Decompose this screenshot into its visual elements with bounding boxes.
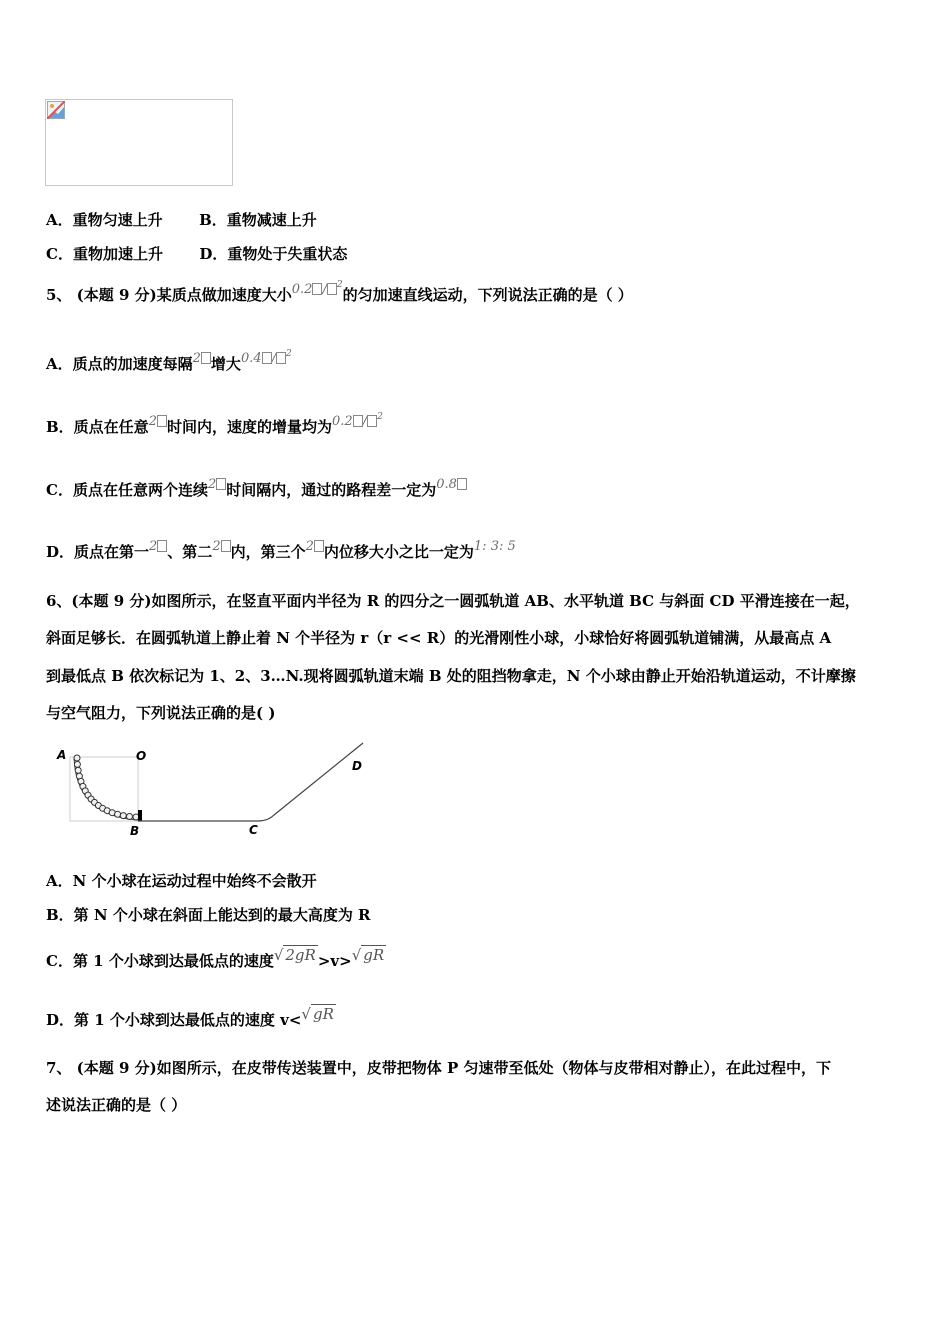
q5-d-time2 (212, 539, 230, 554)
q5-b-mid: 时间内，速度的增量均为 (166, 418, 332, 436)
q6-stem-line-3: 到最低点 B 依次标记为 1、2、3…N.现将圆弧轨道末端 B 处的阻挡物拿走，N 个小球由静止开始沿轨道运动，不计摩擦 (46, 667, 856, 685)
q4-option-c: C．重物加速上升 (46, 245, 163, 263)
q4-option-d: D．重物处于失重状态 (199, 245, 348, 263)
q6-label-c: C (249, 823, 258, 837)
q5-c-value: 0.8 (436, 477, 457, 492)
q6-ball (115, 811, 121, 817)
q6-stopper (138, 810, 142, 821)
q6-balls (74, 755, 139, 820)
q6-d-sqrt-gr: √ gR (301, 1005, 334, 1023)
q5-d-time1 (149, 539, 167, 554)
q6-ball (120, 813, 126, 819)
q5-b-value: 0.2 (331, 414, 353, 429)
q6-option-d (46, 1005, 336, 1030)
q5-c-t: 2 (207, 477, 217, 492)
q5-a-value: 0.4 (240, 351, 262, 366)
q6-label-d: D (352, 759, 362, 773)
broken-image (45, 99, 233, 186)
q4-option-b: B．重物减速上升 (199, 211, 317, 229)
q5-d-mid1: 、第二 (167, 543, 213, 561)
q6-c-rad2: gR (363, 946, 385, 964)
q6-ball (74, 755, 80, 761)
q5-option-b (46, 412, 383, 440)
q5-a-time (193, 351, 211, 366)
q5-d-ratio: 1: 3: 5 (473, 539, 516, 554)
q6-d-prefix: D．第 1 个小球到达最低点的速度 v< (46, 1011, 302, 1029)
q5-d-mid2: 内，第三个 (230, 543, 306, 561)
q6-ball (74, 761, 80, 767)
q5-d-mid3: 内位移大小之比一定为 (323, 543, 474, 561)
q6-stem-line-2: 斜面足够长．在圆弧轨道上静止着 N 个半径为 r（r << R）的光滑刚性小球，小球恰好将圆弧轨道铺满，从最高点 A (46, 629, 832, 647)
q6-ball (75, 767, 81, 773)
q5-b-math: 0.2 / $^2$ (331, 412, 383, 429)
q5-a-t: 2 (192, 351, 201, 366)
q6-c-rad1: 2gR (285, 946, 316, 964)
q6-incline (258, 743, 363, 821)
q5-stem-value: 0.2 (291, 282, 313, 297)
q6-c-sqrt-gr: √ gR (351, 946, 385, 964)
q4-options-row-1 (46, 210, 317, 230)
q6-option-b: B．第 N 个小球在斜面上能达到的最大高度为 R (46, 906, 371, 924)
q7-stem-line-1: 7、 (本题 9 分)如图所示，在皮带传送装置中，皮带把物体 P 匀速带至低处（物体与皮带相对静止），在此过程中，下 (46, 1059, 831, 1077)
q6-label-b: B (130, 824, 140, 838)
q5-stem (46, 280, 633, 308)
q6-ball (127, 814, 133, 820)
q5-c-prefix: C．质点在任意两个连续 (46, 481, 208, 499)
q5-a-prefix: A．质点的加速度每隔 (46, 355, 193, 373)
q6-c-sqrt-2gr: √ 2gR (273, 946, 316, 964)
q5-a-math: 0.4 / $^2$ (240, 349, 292, 366)
q7-stem-line-2: 述说法正确的是（ ） (46, 1096, 187, 1114)
q6-label-a: A (57, 748, 67, 762)
q5-d-t2: 2 (212, 539, 221, 554)
q6-option-c (46, 946, 386, 971)
q6-c-mid: >v> (317, 952, 352, 970)
q6-label-o: O (136, 749, 147, 763)
q5-c-mid: 时间隔内，通过的路程差一定为 (226, 481, 437, 499)
q6-c-prefix: C．第 1 个小球到达最低点的速度 (46, 952, 274, 970)
q5-stem-prefix: 5、 (本题 9 分)某质点做加速度大小 (46, 286, 292, 304)
q6-d-rad: gR (312, 1005, 334, 1023)
q4-options-row-2 (46, 244, 347, 264)
q5-c-math (436, 477, 467, 492)
q5-d-t1: 2 (149, 539, 158, 554)
q6-track-figure (50, 738, 380, 838)
q5-option-a (46, 349, 292, 377)
q5-option-d (46, 539, 516, 564)
q6-stem-line-4: 与空气阻力，下列说法正确的是( ) (46, 704, 276, 722)
q4-option-a: A．重物匀速上升 (46, 211, 163, 229)
q6-option-a: A．N 个小球在运动过程中始终不会散开 (46, 872, 317, 890)
q5-a-mid: 增大 (210, 355, 241, 373)
q5-b-time (149, 414, 167, 429)
q5-b-t: 2 (148, 414, 157, 429)
q6-stem-line-1: 6、(本题 9 分)如图所示，在竖直平面内半径为 R 的四分之一圆弧轨道 AB、水平轨道 BC 与斜面 CD 平滑连接在一起， (46, 592, 860, 610)
broken-image-icon (47, 101, 65, 119)
q5-c-time (208, 477, 226, 492)
q5-d-t3: 2 (305, 539, 314, 554)
q5-b-prefix: B．质点在任意 (46, 418, 149, 436)
q5-option-c (46, 477, 467, 502)
q5-stem-suffix: 的匀加速直线运动，下列说法正确的是（ ） (342, 286, 633, 304)
q5-d-time3 (306, 539, 324, 554)
q5-stem-math: 0.2 / $^2$ (291, 280, 343, 297)
q5-d-prefix: D．质点在第一 (46, 543, 150, 561)
